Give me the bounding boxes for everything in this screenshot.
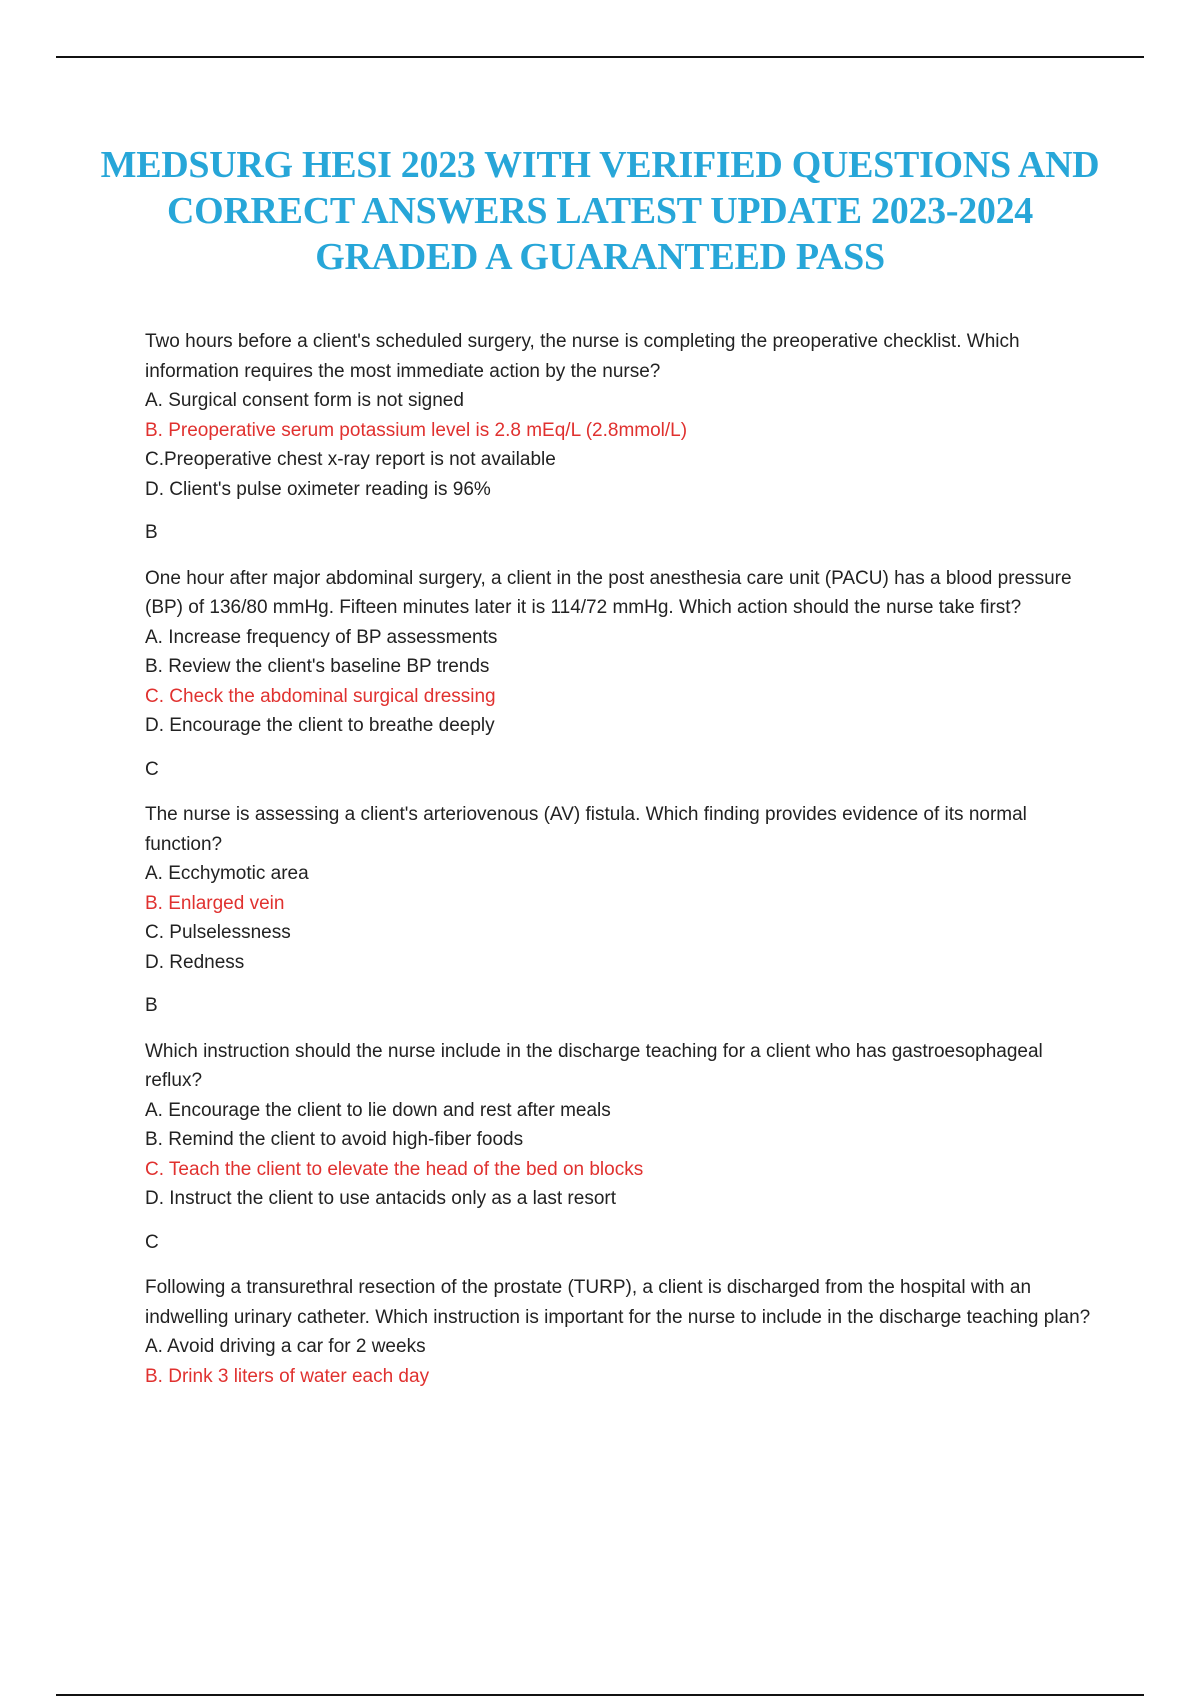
option-d: D. Client's pulse oximeter reading is 96% [145, 478, 491, 500]
document-title: MEDSURG HESI 2023 WITH VERIFIED QUESTIONS AND CORRECT ANSWERS LATEST UPDATE 2023-2024 GRADED A GUARANTEED PASS [100, 144, 1100, 278]
option-b-correct: B. Preoperative serum potassium level is 2.8 mEq/L (2.8mmol/L) [145, 419, 688, 441]
question-block [145, 1037, 1095, 1258]
option-list [145, 1332, 1095, 1391]
answer-key: C [145, 758, 159, 780]
option-a: A. Avoid driving a car for 2 weeks [145, 1336, 426, 1357]
question-block [145, 1273, 1095, 1391]
option-d: D. Redness [145, 951, 245, 973]
bottom-rule [56, 1694, 1144, 1696]
option-c-correct: C. Check the abdominal surgical dressing [145, 685, 496, 707]
option-list [145, 623, 1095, 741]
question-block [145, 564, 1095, 785]
answer-key: C [145, 1231, 159, 1253]
option-b: B. Remind the client to avoid high-fiber foods [145, 1129, 524, 1150]
option-list [145, 386, 1095, 504]
option-a: A. Increase frequency of BP assessments [145, 626, 498, 648]
option-d: D. Instruct the client to use antacids only as a last resort [145, 1188, 617, 1209]
option-a: A. Surgical consent form is not signed [145, 390, 464, 411]
question-block [145, 327, 1095, 548]
option-b-correct: B. Drink 3 liters of water each day [145, 1365, 430, 1387]
questions-content [145, 327, 1095, 1391]
question-text: One hour after major abdominal surgery, a client in the post anesthesia care unit (PACU) has a blood pressure (BP) of 136/80 mmHg. Fifteen minutes later it is 114/72 mmHg. Which action should the nurse take first? [145, 567, 1072, 618]
option-d: D. Encourage the client to breathe deeply [145, 715, 495, 736]
option-list [145, 1096, 1095, 1214]
option-list [145, 859, 1095, 977]
option-a: A. Ecchymotic area [145, 863, 309, 884]
option-c: C.Preoperative chest x-ray report is not available [145, 449, 556, 470]
question-text: Two hours before a client's scheduled surgery, the nurse is completing the preoperative checklist. Which information requires the most immediate action by the nurse? [145, 331, 1020, 382]
question-text: The nurse is assessing a client's arteriovenous (AV) fistula. Which finding provides evidence of its normal function? [145, 804, 1027, 855]
answer-key: B [145, 995, 158, 1016]
option-b: B. Review the client's baseline BP trends [145, 656, 490, 677]
option-a: A. Encourage the client to lie down and rest after meals [145, 1099, 611, 1121]
option-b-correct: B. Enlarged vein [145, 892, 285, 914]
option-c: C. Pulselessness [145, 922, 291, 943]
top-rule [56, 56, 1144, 58]
option-c-correct: C. Teach the client to elevate the head of the bed on blocks [145, 1158, 644, 1180]
question-block [145, 800, 1095, 1021]
question-text: Following a transurethral resection of the prostate (TURP), a client is discharged from the hospital with an indwelling urinary catheter. Which instruction is important for the nurse to include in the discharge teaching plan? [145, 1277, 1091, 1328]
answer-key: B [145, 522, 158, 543]
question-text: Which instruction should the nurse include in the discharge teaching for a client who has gastroesophageal reflux? [145, 1040, 1043, 1091]
